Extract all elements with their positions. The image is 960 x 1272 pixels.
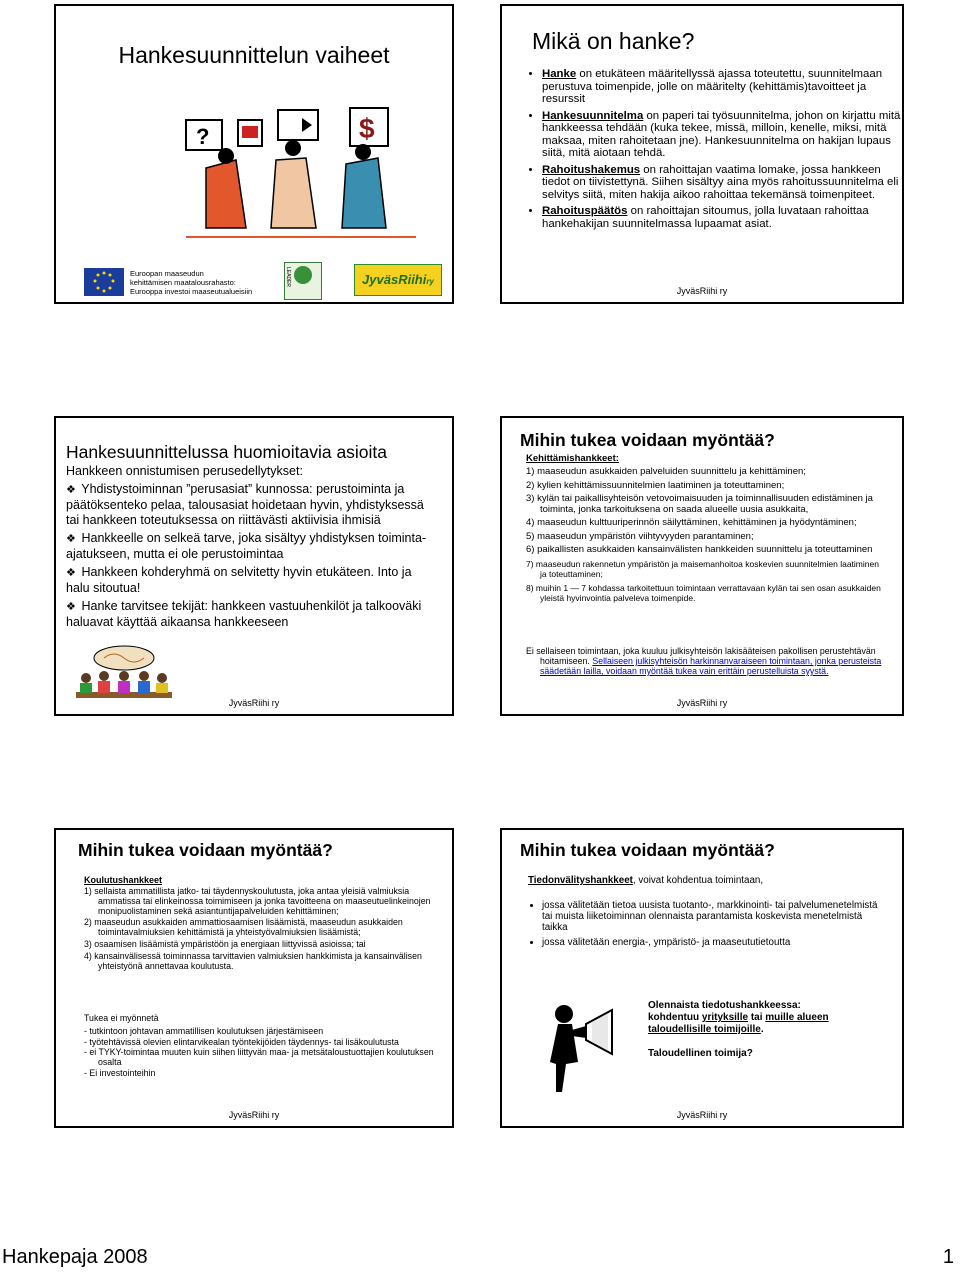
- list-item: [66, 482, 436, 528]
- definition: on rahoittajan vaatima lomake, jossa hankkeen tiedot on tiivistettynä. Siihen sisältyy aina myös rahoitussuunnitelma eli selvitys siitä, miten hakija aikoo rahoittaa tekemänsä toimenpiteet.: [542, 163, 899, 201]
- slide-4-list: [526, 467, 886, 604]
- list-item: 4) kansainvälisessä toiminnassa tarvittavien valmiuksien hankkimista ja kansainvälisen yhteistyönä annettavaa koulutusta.: [84, 950, 422, 971]
- slide-2: [500, 4, 904, 304]
- bullet-item: [542, 205, 902, 230]
- not-item: - ei TYKY-toimintaa muuten kuin siihen liittyvän maa- ja metsätaloustuottajien koulutuksen osalta: [84, 1047, 434, 1068]
- page-footer-left: Hankepaja 2008: [2, 1246, 148, 1268]
- slide-6-footer: JyväsRiihi ry: [676, 1110, 728, 1120]
- slide-1: [54, 4, 454, 304]
- slide-6-box: [648, 1000, 878, 1060]
- people-with-signs-illustration: [166, 88, 426, 238]
- sign-question-icon: [186, 120, 222, 150]
- note-text: Ei sellaiseen toimintaan, joka kuuluu julkisyhteisön lakisääteisen pakollisen perustehtävän hoitamiseen.: [526, 646, 876, 666]
- definition: on etukäteen määritellyssä ajassa toteutettu, suunnitelmaan perustuva toimenpide, jolle on määritelty (kehittämis)tavoitteet ja resurssit: [542, 68, 883, 105]
- term: Rahoituspäätös: [542, 205, 628, 217]
- heading-rest: , voivat kohdentua toimintaan,: [632, 875, 764, 886]
- not-item: - Ei investointeihin: [84, 1067, 156, 1078]
- heading-term: Tiedonvälityshankkeet: [528, 875, 633, 886]
- not-item: - tutkintoon johtavan ammatillisen koulutuksen järjestämiseen: [84, 1025, 324, 1036]
- diamond-bullet-icon: ❖: [66, 533, 76, 545]
- eu-text-line: Eurooppa investoi maaseutualueisiin: [130, 287, 253, 296]
- slide-3-title: Hankesuunnittelussa huomioitavia asioita: [66, 442, 388, 462]
- slide-4-footer: JyväsRiihi ry: [676, 698, 728, 708]
- term: Hanke: [542, 68, 577, 80]
- diamond-bullet-icon: ❖: [66, 484, 76, 496]
- slide-4-heading: Kehittämishankkeet:: [526, 453, 619, 464]
- slide-5: [54, 828, 454, 1128]
- box-text: tai: [748, 1012, 766, 1023]
- list-item-text: Hanke tarvitsee tekijät: hankkeen vastuuhenkilöt ja talkooväki haluavat käyttää aikaansa hankkeeseen: [66, 599, 422, 629]
- eu-flag-icon: [84, 268, 124, 296]
- bullet-item: [542, 110, 902, 160]
- list-item: 2) kylien kehittämissuunnitelmien laatiminen ja toteuttaminen;: [526, 479, 785, 491]
- list-item: [66, 599, 436, 630]
- term: Hankesuunnitelma: [542, 109, 644, 122]
- bullet-item: • jossa välitetään tietoa uusista tuotanto-, markkinointi- tai palvelumenetelmistä tai muista liiketoiminnan olennaista parantamista koskevista menetelmistä taikka: [542, 900, 882, 933]
- eu-text-line: kehittämisen maatalousrahasto:: [130, 278, 236, 287]
- list-item: 1) sellaista ammatillista jatko- tai täydennyskoulutusta, joka antaa yleisiä valmiuksia ammatissa tai elinkeinossa toimimiseen ja jonka tavoitteena on maaseutuelinkeinojen monipuolistaminen sekä asiantuntijapalveluiden kehittäminen;: [84, 886, 431, 916]
- slide-5-list: [84, 887, 434, 971]
- slide-5-not-section: [84, 1014, 434, 1079]
- box-line: Olennaista tiedotushankkeessa:: [648, 1000, 801, 1011]
- note-link[interactable]: Sellaiseen julkisyhteisön harkinnanvaraiseen toimintaan, jonka perusteista säädetään lailla, voidaan myöntää tukea vain erittäin perustelluista syystä.: [540, 656, 882, 676]
- bullet-item: • jossa välitetään energia-, ympäristö- ja maaseututietoutta: [542, 937, 882, 948]
- sign-arrow-icon: [278, 110, 318, 140]
- box-line: [648, 1012, 878, 1036]
- megaphone-person-illustration: [542, 992, 622, 1092]
- term: Rahoitushakemus: [542, 163, 641, 176]
- eu-text-line: Euroopan maaseudun: [130, 269, 204, 278]
- not-title: Tukea ei myönnetä: [84, 1013, 159, 1023]
- slide-2-bullets: [526, 68, 902, 234]
- list-item-text: Yhdistystoiminnan ”perusasiat” kunnossa: perustoiminta ja päätöksenteko pelaa, talousasiat hoidetaan hyvin, yhdistyksessä tai hankkeen toteutuksessa on riittävästi aktiivisia ihmisiä: [66, 482, 424, 527]
- slide-6-bullets: [526, 900, 882, 952]
- box-text: .: [760, 1024, 764, 1035]
- jyvasriihi-logo: [354, 264, 442, 296]
- slide-6-heading: [528, 875, 763, 886]
- diamond-bullet-icon: ❖: [66, 567, 76, 579]
- jyvasriihi-logo-ry: ry: [426, 277, 434, 286]
- diamond-bullet-icon: ❖: [66, 601, 76, 613]
- leader-logo-text: LEADER: [285, 267, 291, 288]
- slide-2-title: Mikä on hanke?: [532, 28, 695, 54]
- slide-3-list: [66, 482, 436, 630]
- list-item: 6) paikallisten asukkaiden kansainvälisten hankkeiden suunnittelu ja toteuttaminen: [526, 544, 873, 555]
- slide-4: [500, 416, 904, 716]
- slide-3-footer: JyväsRiihi ry: [228, 698, 280, 708]
- list-item: [66, 531, 436, 562]
- slide-2-footer: JyväsRiihi ry: [676, 286, 728, 296]
- bullet-item: [542, 68, 902, 106]
- slide-6: [500, 828, 904, 1128]
- list-item: [66, 565, 436, 596]
- list-item: 3) osaamisen lisäämistä ympäristöön ja energiaan liittyvissä asioissa; tai: [84, 938, 366, 949]
- list-item: 4) maaseudun kulttuuriperinnön säilyttäminen, kehittäminen ja hyödyntäminen;: [526, 517, 857, 528]
- eu-text: [130, 269, 252, 296]
- slide-5-title: Mihin tukea voidaan myöntää?: [78, 840, 333, 860]
- list-item: 5) maaseudun ympäristön viihtyvyyden parantaminen;: [526, 530, 754, 542]
- list-item: 2) maaseudun asukkaiden ammattiosaamisen lisäämistä, maaseudun asukkaiden toimintavalmiuksien kehittämistä ja yhteistyövalmiuksien lisäämistä;: [84, 917, 403, 938]
- slide-5-heading: Koulutushankkeet: [84, 875, 163, 885]
- svg-text:?: ?: [196, 124, 210, 149]
- list-item: 8) muihin 1 — 7 kohdassa tarkoitettuun toimintaan verrattavaan kylän tai sen osan asukkaiden yleistä hyvinvointia palveleva toimenpide.: [526, 582, 881, 603]
- slide-3-intro: Hankkeen onnistumisen perusedellytykset:: [66, 464, 303, 478]
- box-text: kohdentuu: [648, 1012, 702, 1023]
- slide-4-note: [526, 646, 900, 676]
- sign-dollar-icon: [350, 108, 388, 146]
- slide-1-title: Hankesuunnittelun vaiheet: [118, 42, 390, 68]
- list-item-text: Hankkeelle on selkeä tarve, joka sisältyy yhdistyksen toiminta-ajatukseen, mutta ei ole perustoimintaa: [66, 531, 427, 561]
- page-number: 1: [942, 1246, 954, 1268]
- box-text: yrityksille: [701, 1012, 749, 1023]
- leader-logo: [284, 262, 322, 300]
- svg-text:$: $: [359, 113, 375, 144]
- slide-4-title: Mihin tukea voidaan myöntää?: [520, 430, 775, 450]
- slide-5-footer: JyväsRiihi ry: [228, 1110, 280, 1120]
- slide-6-title: Mihin tukea voidaan myöntää?: [520, 840, 775, 860]
- list-item: 1) maaseudun asukkaiden palveluiden suunnittelu ja kehittäminen;: [526, 466, 806, 477]
- definition: on paperi tai työsuunnitelma, johon on kirjattu mitä hankkeessa tehdään (kuka tekee, missä, milloin, kenelle, miksi, mitä maksaa, miten rahoitetaan jne). Hankesuunnitelma on hakijan lupaus siitä, mitä aiotaan tehdä.: [542, 109, 901, 159]
- slide-3: [54, 416, 454, 716]
- box-text: muille alueen taloudellisille toimijoille: [648, 1012, 829, 1035]
- jyvasriihi-logo-text: JyväsRiihi: [362, 272, 427, 287]
- bullet-item: [542, 164, 902, 202]
- list-item: 7) maaseudun rakennetun ympäristön ja maisemanhoitoa koskevien suunnitelmien laatiminen ja toteuttaminen;: [526, 558, 879, 579]
- list-item: 3) kylän tai paikallisyhteisön vetovoimaisuuden ja toiminnallisuuden edistäminen ja toiminta, jonka tarkoituksena on saada alueelle uusia asukkaita,: [526, 493, 873, 515]
- definition: on rahoittajan sitoumus, jolla luvataan rahoittaa hankehakijan suunnitelmassa lupaamat asiat.: [542, 205, 869, 230]
- list-item-text: Hankkeen kohderyhmä on selvitetty hyvin etukäteen. Into ja halu sitoutua!: [66, 565, 412, 595]
- not-item: - työtehtävissä olevien elintarvikealan työntekijöiden täydennys- tai lisäkoulutusta: [84, 1036, 399, 1047]
- box-line: Taloudellinen toimija?: [648, 1048, 753, 1059]
